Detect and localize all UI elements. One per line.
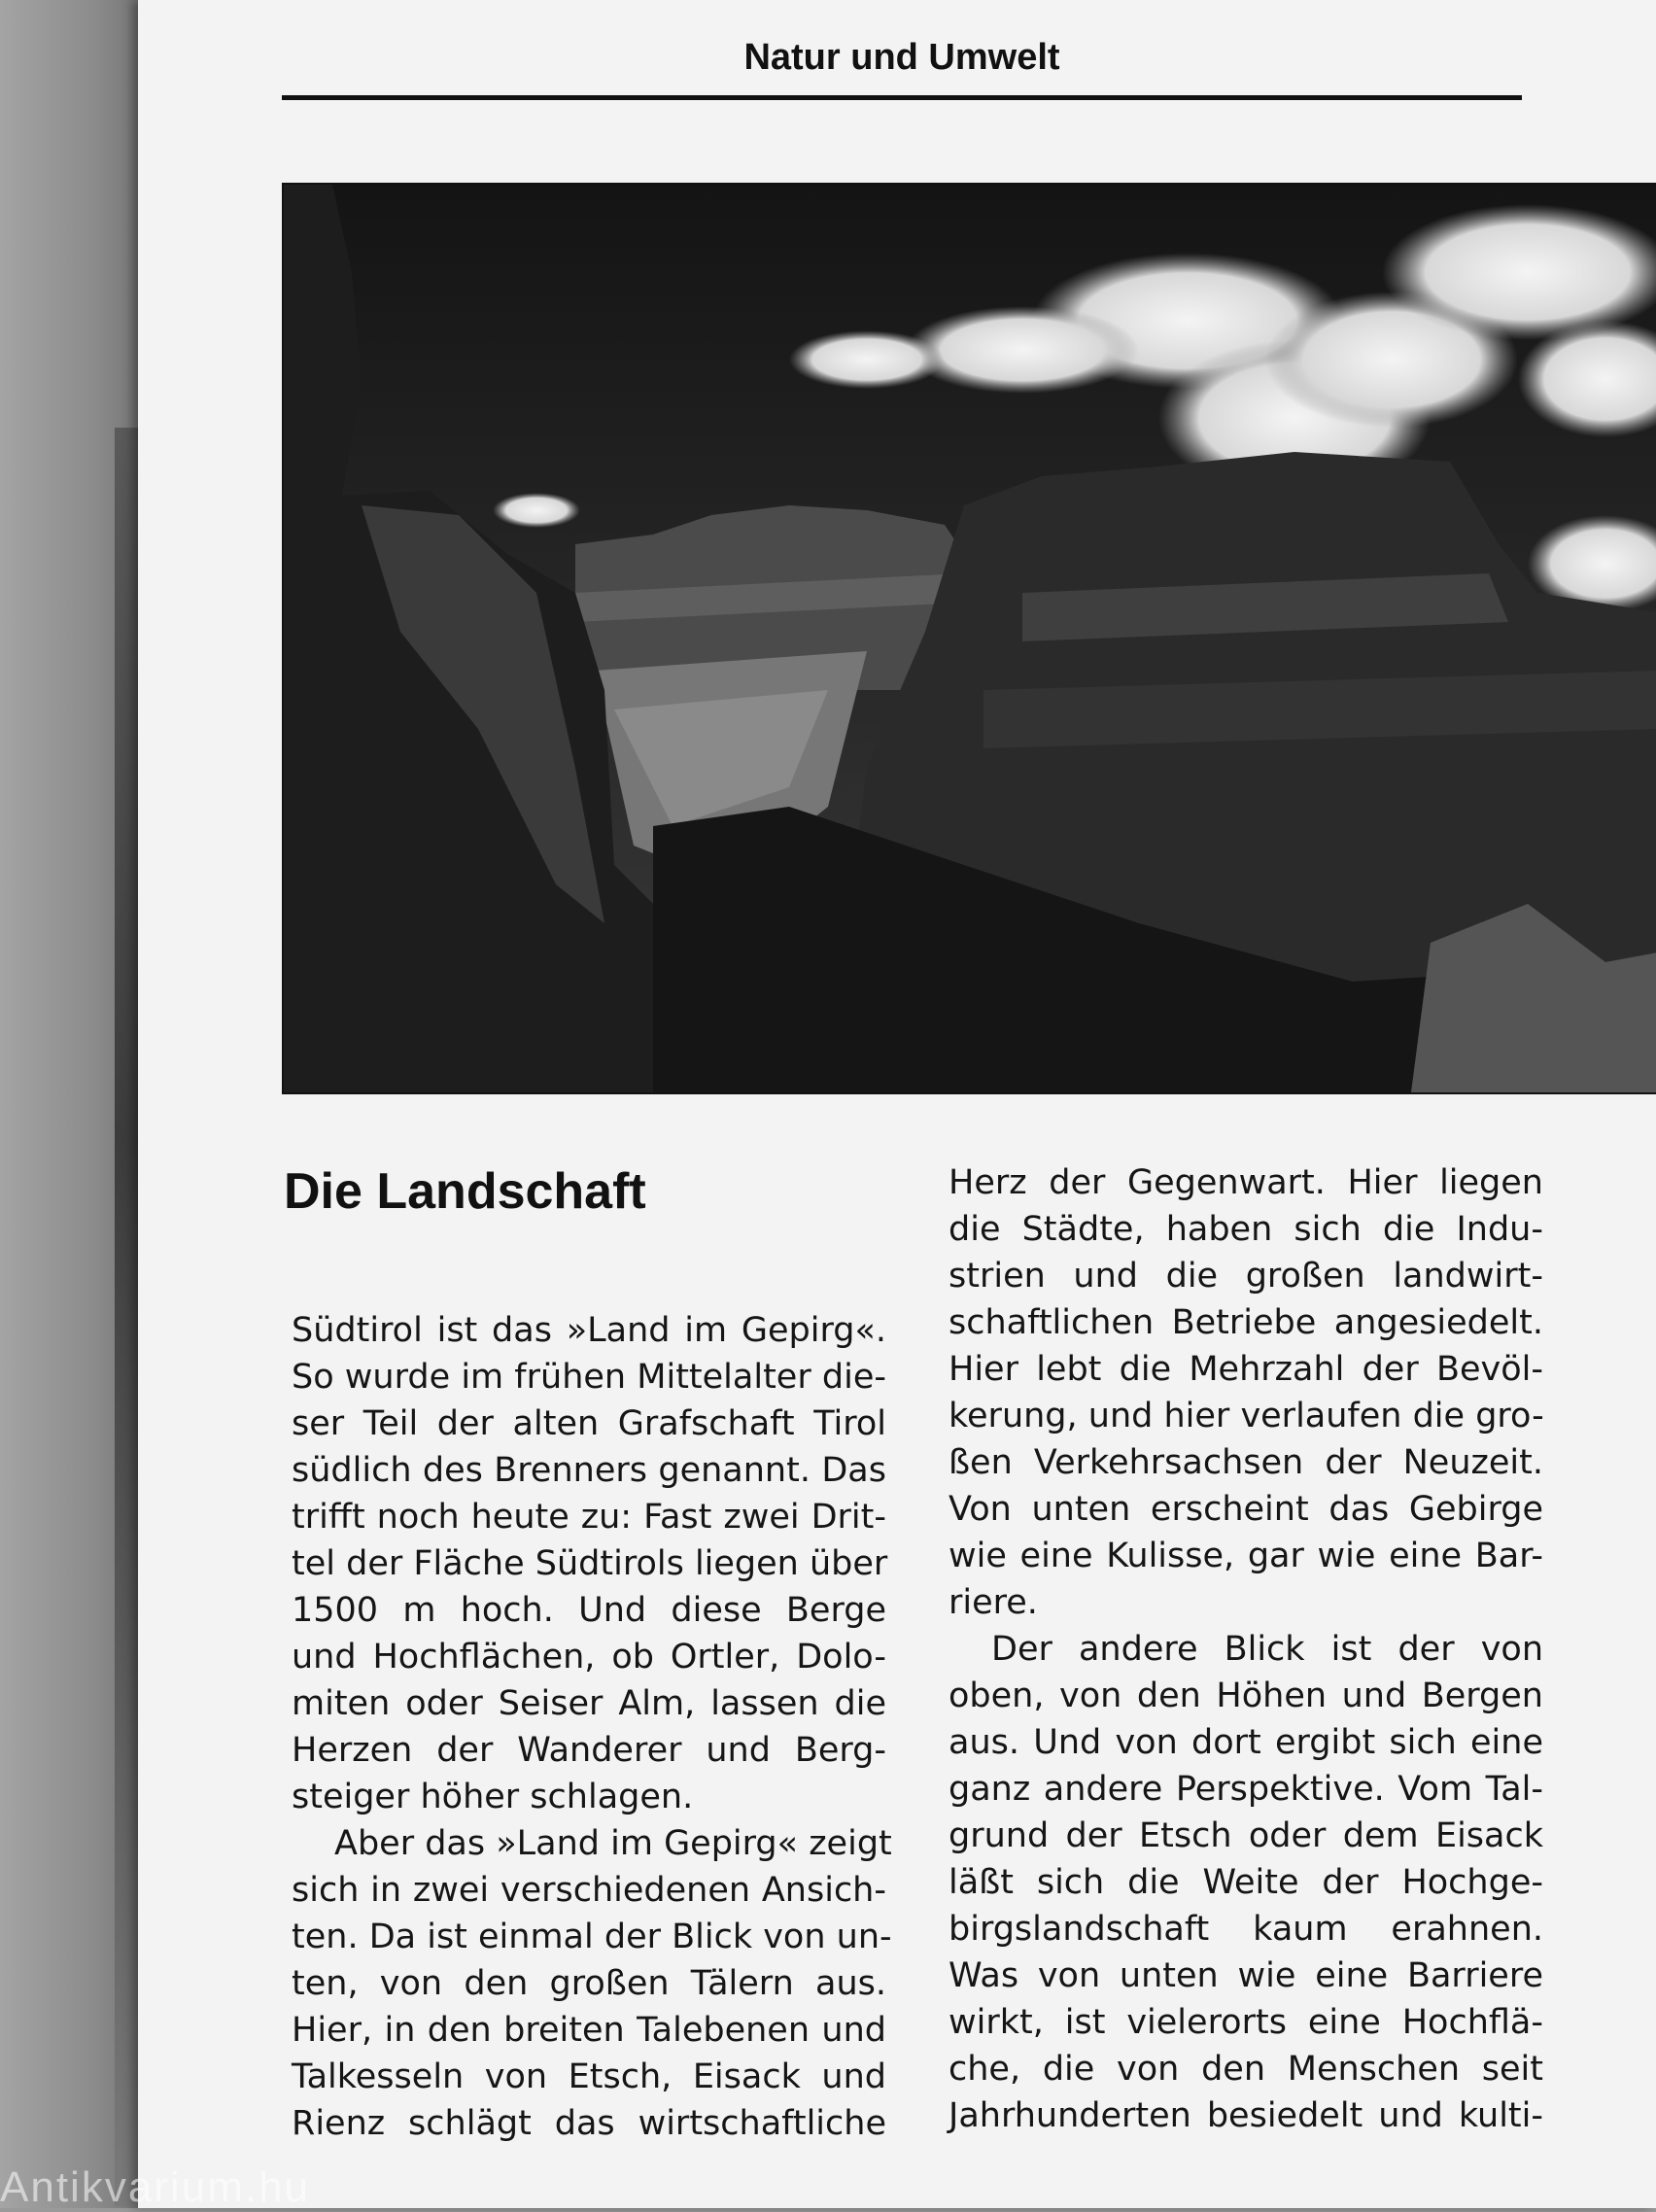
text-line: Talkesseln von Etsch, Eisack und: [292, 2057, 886, 2096]
right-column: [949, 1159, 1543, 2139]
text-line: kerung, und hier verlaufen die gro-: [949, 1397, 1544, 1435]
text-line: ser Teil der alten Grafschaft Tirol: [292, 1404, 886, 1443]
text-line: schaftlichen Betriebe angesiedelt.: [949, 1303, 1543, 1342]
text-line: tel der Fläche Südtirols liegen über: [292, 1544, 888, 1583]
text-line: Von unten erscheint das Gebirge: [949, 1490, 1543, 1529]
text-line: ten, von den großen Tälern aus.: [292, 1964, 886, 2003]
text-line: ten. Da ist einmal der Blick von un-: [292, 1918, 892, 1956]
text-line: ganz andere Perspektive. Vom Tal-: [949, 1770, 1543, 1809]
text-line: birgslandschaft kaum erahnen.: [949, 1910, 1543, 1949]
text-line: Was von unten wie eine Barriere: [949, 1956, 1543, 1995]
text-line: grund der Etsch oder dem Eisack: [949, 1816, 1543, 1855]
text-line: Rienz schlägt das wirtschaftliche: [292, 2104, 886, 2143]
text-line: trifft noch heute zu: Fast zwei Drit-: [292, 1498, 886, 1537]
header-rule: [282, 95, 1522, 100]
text-line: läßt sich die Weite der Hochge-: [949, 1863, 1543, 1902]
mountain-photo: [282, 183, 1656, 1094]
mountain-photo-icon: [284, 185, 1656, 1092]
article-heading: Die Landschaft: [284, 1163, 646, 1220]
text-line: Der andere Blick ist der von: [991, 1630, 1543, 1669]
book-page: [138, 0, 1656, 2208]
text-line: sich in zwei verschiedenen Ansich-: [292, 1871, 886, 1910]
text-line: ßen Verkehrsachsen der Neuzeit.: [949, 1443, 1543, 1482]
text-line: oben, von den Höhen und Bergen: [949, 1676, 1543, 1715]
running-head: Natur und Umwelt: [743, 37, 1060, 78]
text-line: strien und die großen landwirt-: [949, 1257, 1543, 1296]
text-line: und Hochflächen, ob Ortler, Dolo-: [292, 1638, 886, 1676]
text-line: steiger höher schlagen.: [292, 1778, 694, 1816]
text-line: riere.: [949, 1583, 1038, 1622]
left-column: [292, 1307, 892, 2147]
text-line: Herz der Gegenwart. Hier liegen: [949, 1163, 1543, 1202]
text-line: Herzen der Wanderer und Berg-: [292, 1731, 886, 1770]
text-line: che, die von den Menschen seit: [949, 2050, 1543, 2089]
text-line: Aber das »Land im Gepirg« zeigt: [334, 1824, 892, 1863]
text-line: Hier, in den breiten Talebenen und: [292, 2011, 886, 2050]
text-line: Jahrhunderten besiedelt und kulti-: [949, 2096, 1543, 2135]
text-line: südlich des Brenners genannt. Das: [292, 1451, 886, 1490]
text-line: So wurde im frühen Mittelalter die-: [292, 1358, 886, 1397]
text-line: 1500 m hoch. Und diese Berge: [292, 1591, 886, 1630]
text-line: aus. Und von dort ergibt sich eine: [949, 1723, 1543, 1762]
text-line: Südtirol ist das »Land im Gepirg«.: [292, 1311, 886, 1350]
watermark: Antikvarium.hu: [0, 2163, 311, 2211]
previous-page-edge: [115, 428, 138, 2206]
text-line: miten oder Seiser Alm, lassen die: [292, 1684, 886, 1723]
text-line: wirkt, ist vielerorts eine Hochflä-: [949, 2003, 1543, 2042]
text-line: die Städte, haben sich die Indu-: [949, 1210, 1543, 1249]
text-line: Hier lebt die Mehrzahl der Bevöl-: [949, 1350, 1543, 1389]
text-line: wie eine Kulisse, gar wie eine Bar-: [949, 1537, 1543, 1575]
